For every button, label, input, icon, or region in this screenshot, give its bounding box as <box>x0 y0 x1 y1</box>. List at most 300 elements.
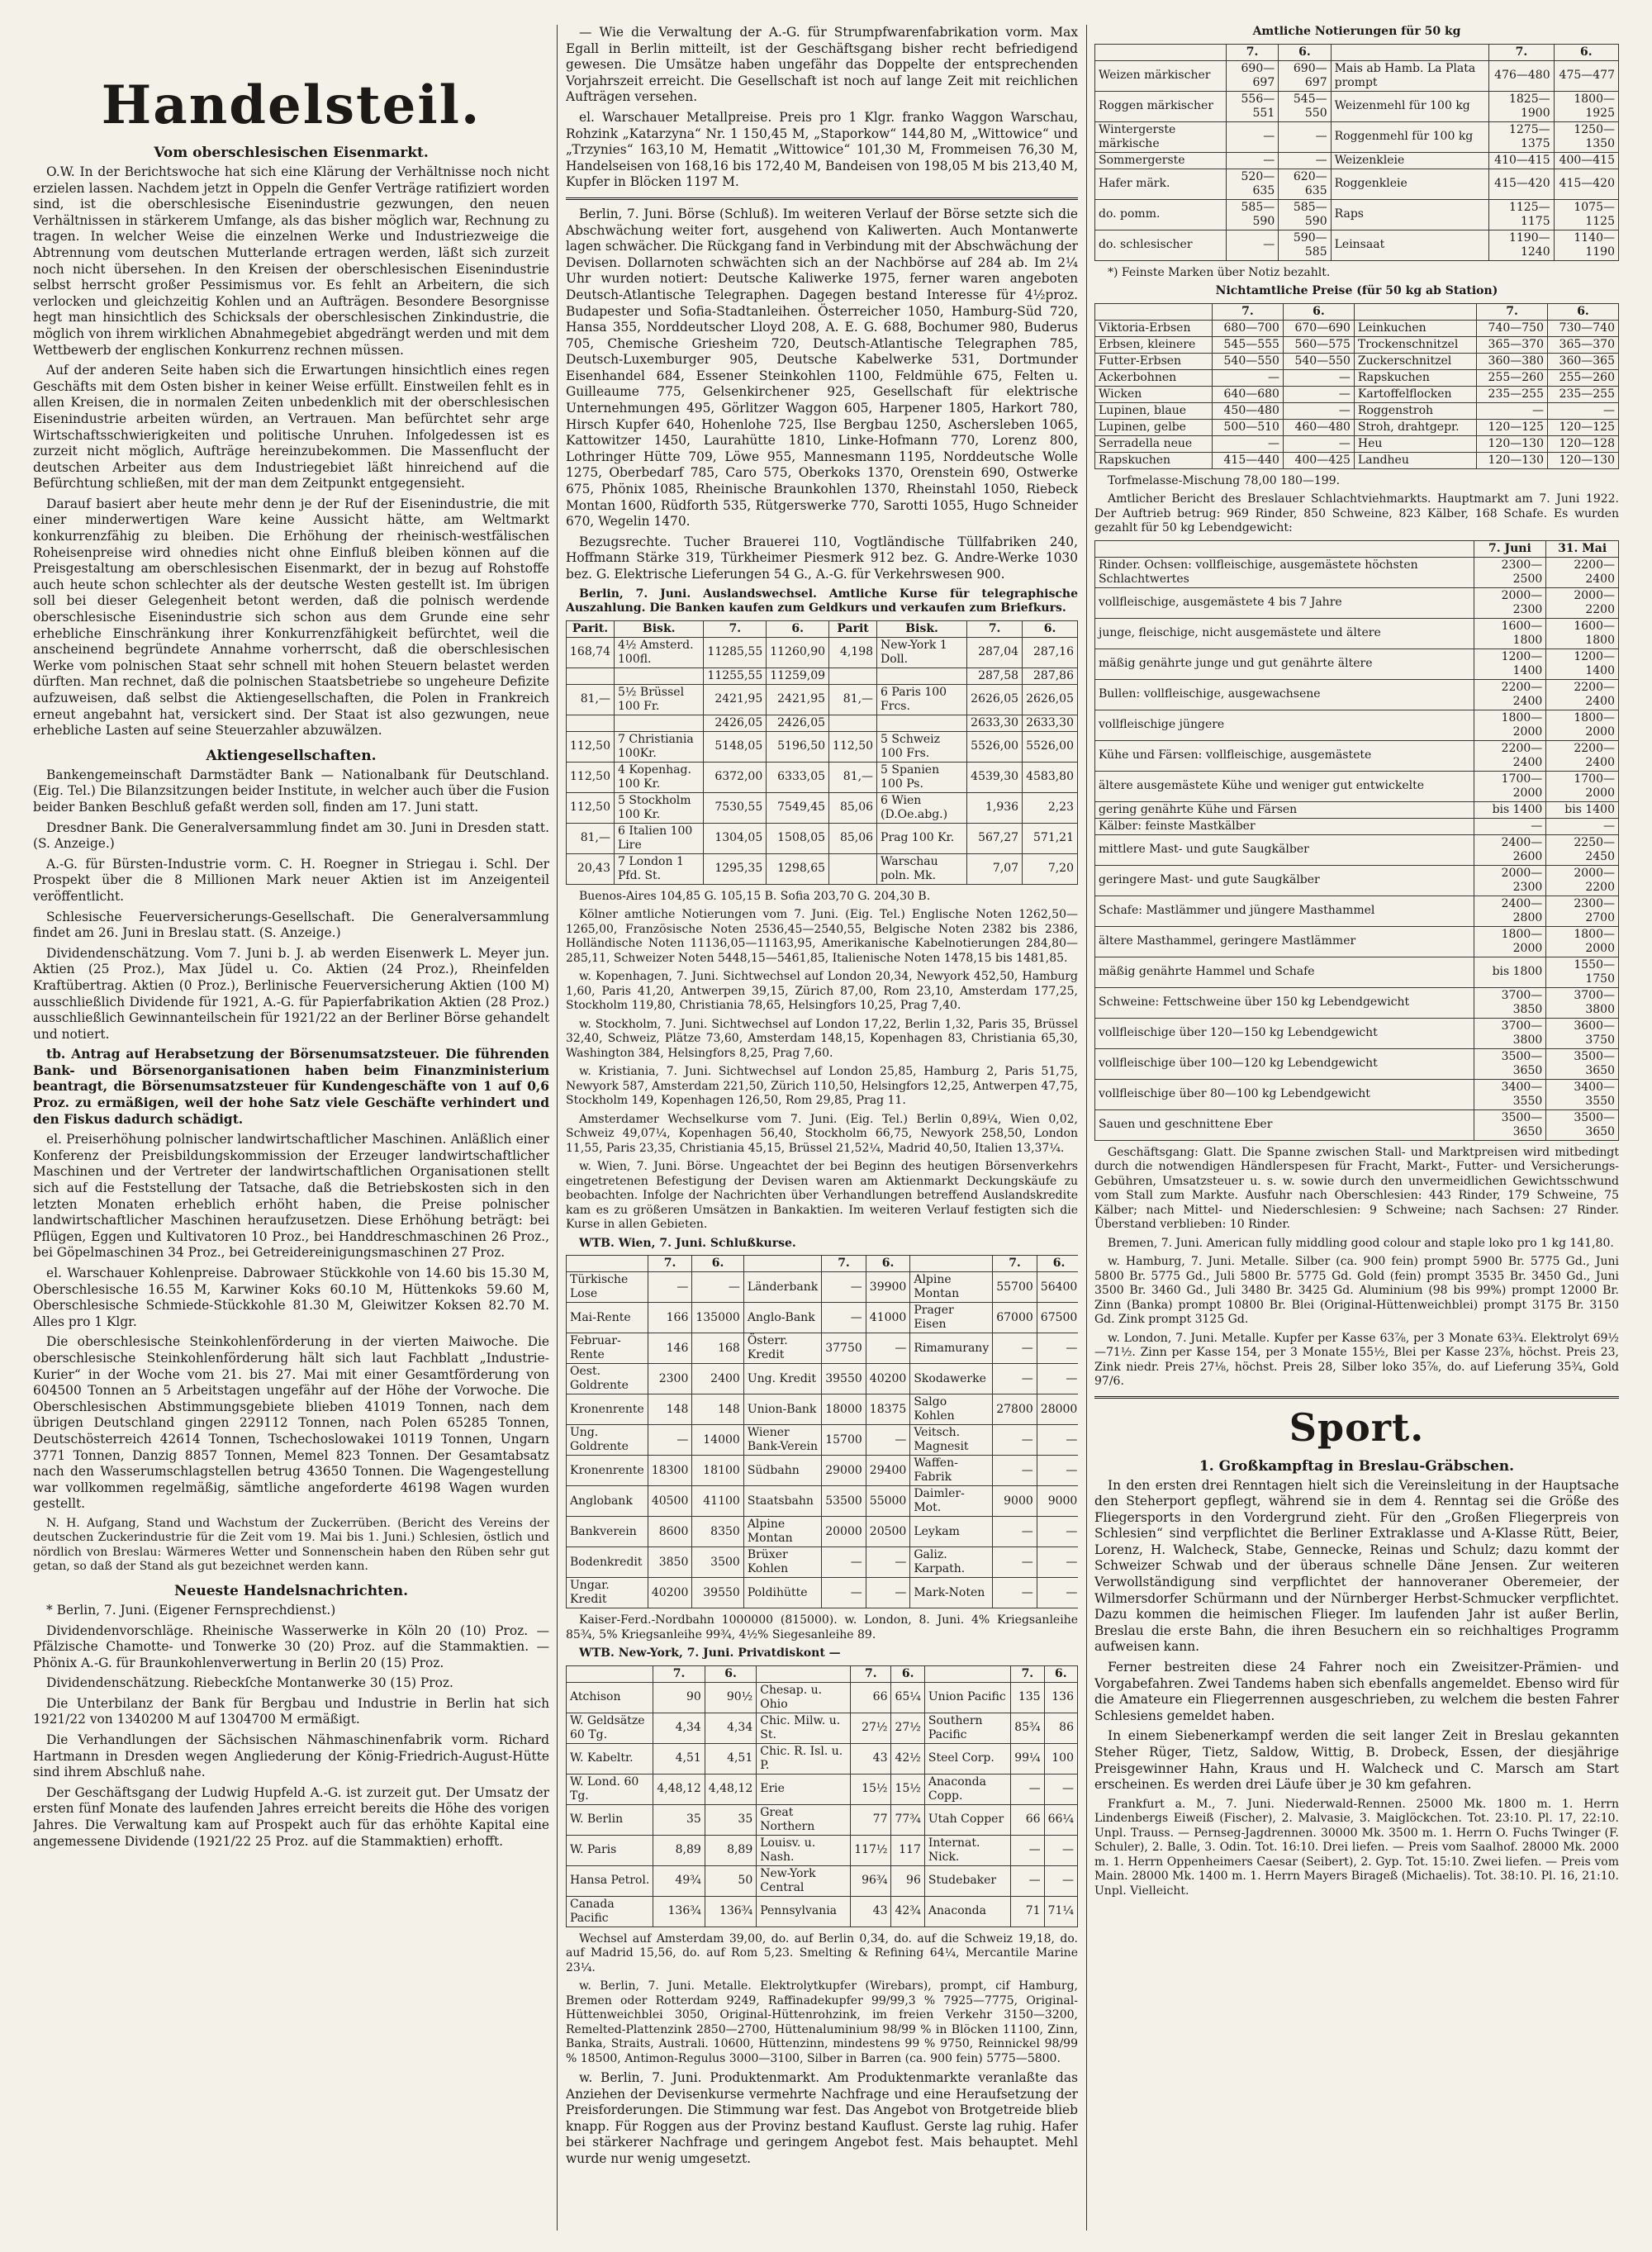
table-cell: — <box>1283 369 1354 386</box>
table-row <box>567 1272 1079 1303</box>
table-cell: 3700—3800 <box>1474 1018 1546 1048</box>
table-cell: 5 Stockholm 100 Kr. <box>615 792 704 823</box>
table-cell: 560—575 <box>1283 336 1354 353</box>
table-cell: 255—260 <box>1548 369 1619 386</box>
table-cell: 3500—3650 <box>1546 1109 1619 1140</box>
table-cell: 135 <box>1011 1682 1044 1713</box>
table-row <box>567 1364 1079 1394</box>
table-header-cell: 6. <box>866 1256 910 1272</box>
table-cell: 85,06 <box>829 823 877 853</box>
table-cell: 120—130 <box>1548 452 1619 468</box>
table-cell: Kronenrente <box>567 1456 648 1486</box>
table-cell: 1200—1400 <box>1546 649 1619 679</box>
table-cell: 500—510 <box>1212 419 1283 435</box>
table-cell: 135000 <box>692 1303 743 1333</box>
table-cell: 136¾ <box>653 1896 705 1927</box>
table-cell: 540—550 <box>1283 353 1354 369</box>
table-cell: 556—551 <box>1226 91 1278 121</box>
table-cell: 2400—2600 <box>1474 834 1546 865</box>
table-cell: 6 Italien 100 Lire <box>615 823 704 853</box>
table-cell: 4583,80 <box>1023 762 1078 792</box>
table-cell: 18100 <box>692 1456 743 1486</box>
table-cell: Veitsch. Magnesit <box>910 1425 993 1456</box>
paragraph: Kaiser-Ferd.-Nordbahn 1000000 (815000). w. London, 8. Juni. 4% Kriegsanleihe 85¾, 5% Kriegsanleihe 99¾, 4½% Siegesanleihe 89. <box>566 1613 1078 1641</box>
table-cell: 415—420 <box>1489 169 1554 199</box>
table-cell: 67000 <box>993 1303 1037 1333</box>
table-note: *) Feinste Marken über Notiz bezahlt. <box>1108 265 1331 279</box>
table-header-cell <box>924 1665 1010 1682</box>
table-cell: 1200—1400 <box>1474 649 1546 679</box>
table-cell: Weizenmehl für 100 kg <box>1331 91 1489 121</box>
table-cell: 81,— <box>567 684 615 715</box>
table-cell: 2200—2400 <box>1474 679 1546 710</box>
table-cell <box>567 668 615 684</box>
table-cell: 1800—2000 <box>1474 926 1546 957</box>
table-cell: — <box>1011 1865 1044 1896</box>
table-cell: — <box>1037 1425 1078 1456</box>
paragraph: w. Kristiania, 7. Juni. Sichtwechsel auf London 25,85, Hamburg 2, Paris 51,75, Newyork 587, Amsterdam 221,50, Zürich 110,50, Helsingfors 12,25, Antwerpen 47,75, Stockholm 149, Kopenhagen 126,50, Rom 29,85, Prag 11. <box>566 1065 1078 1108</box>
table-cell: Weizen märkischer <box>1095 60 1227 91</box>
table-cell: bis 1800 <box>1474 957 1546 987</box>
table-cell: Mais ab Hamb. La Plata prompt <box>1331 60 1489 91</box>
table-cell: 7530,55 <box>704 792 767 823</box>
table-cell: 690—697 <box>1279 60 1331 91</box>
table-cell: — <box>1546 818 1619 834</box>
table-cell: 66 <box>851 1682 891 1713</box>
table-cell: 112,50 <box>567 792 615 823</box>
table-cell: 287,04 <box>967 637 1023 668</box>
table-cell: 7549,45 <box>767 792 829 823</box>
table-cell: 117½ <box>851 1835 891 1865</box>
table-cell: 585—590 <box>1226 199 1278 230</box>
table-cell: 120—125 <box>1548 419 1619 435</box>
table-cell: W. Paris <box>567 1835 653 1865</box>
table-cell <box>615 668 704 684</box>
table-cell: Chic. Milw. u. St. <box>757 1713 851 1743</box>
table-row <box>567 1682 1078 1713</box>
table-cell: 2633,30 <box>967 715 1023 731</box>
table-cell: — <box>1044 1835 1077 1865</box>
table-cell: Salgo Kohlen <box>910 1394 993 1425</box>
table-cell: 2200—2400 <box>1546 679 1619 710</box>
table-row <box>1095 1018 1619 1048</box>
table-cell: 11285,55 <box>704 637 767 668</box>
table-cell: — <box>993 1456 1037 1486</box>
table-row <box>1095 369 1619 386</box>
paragraph: In den ersten drei Renntagen hielt sich die Vereinsleitung in der Hauptsache den Steherport gepflegt, während sie in dem 4. Renntag sei die Größe des Fliegersports in den Vordergrund zieht. Für den „Großen Fliegerpreis von Schlesien“ sind verpflichtet die Berliner Extraklasse und A-Klasse Rütt, Beier, Lorenz, H. Walcheck, Stabe, Gennecke, Reinas und Schulz; dazu kommt der Schweizer Schwab und der überaus schnelle Däne Jensen. Zur weiteren Verwollständigung sind verpflichtet der hannoveraner Oberemeier, der Wilmersdorfer Schürmann und der Nürnberger Herbst-Schmucker verpflichtet. Dazu kommen die heimischen Flieger. Im laufenden Jahr ist außer Berlin, Breslau die erste Bahn, die ihren Besuchern ein so reichhaltiges Programm aufweisen kann. <box>1094 1477 1619 1655</box>
table-row <box>1095 336 1619 353</box>
table-row <box>1095 353 1619 369</box>
table-cell: 1600—1800 <box>1474 618 1546 649</box>
table-cell: do. pomm. <box>1095 199 1227 230</box>
paragraph: O.W. In der Berichtswoche hat sich eine Klärung der Verhältnisse noch nicht erzielen lassen. Nachdem jetzt in Oppeln die Genfer Verträge ratifiziert worden sind, ist die oberschlesische Eisenindustrie gezwungen, den neuen Verhältnissen in stärkerem Umfange, als das bisher möglich war, Rechnung zu tragen. In welcher Weise die einzelnen Werke und Industriezweige die Abtrennung vom deutschen Mutterlande ertragen werden, läßt sich zurzeit noch nicht übersehen. In den Kreisen der oberschlesischen Eisenindustrie selbst herrscht großer Pessimismus vor. Es fehlt an Arbeitern, die sich verlocken und gleichzeitig Kohlen und an Aufträgen. Besondere Besorgnisse hegt man hinsichtlich des Schicksals der oberschlesischen Zinkindustrie, die möglich von ihrem wirklichen Abnahmegebiet abgedrängt werden und mit dem Wettbewerb der englischen Konkurrenz rechnen müssen. <box>33 164 549 358</box>
table-cell: 117 <box>891 1835 924 1865</box>
table-row <box>567 1456 1079 1486</box>
table-header-cell: 7. <box>1226 44 1278 60</box>
paragraph: Der Geschäftsgang der Ludwig Hupfeld A.-G. ist zurzeit gut. Der Umsatz der ersten fünf Monate des laufenden Jahres erreicht bereits die Höhe des vorigen Jahres. Die Verwaltung kam auf Prospekt auch für das erhöhte Kapital eine angemessene Dividende (1921/22 25 Proz. auf die Stammaktien) erhofft. <box>33 1784 549 1849</box>
table-cell: — <box>822 1303 866 1333</box>
table-row <box>1095 771 1619 801</box>
table-cell: 7 London 1 Pfd. St. <box>615 853 704 884</box>
table-row <box>567 1517 1079 1547</box>
paragraph: Dividendenschätzung. Vom 7. Juni b. J. ab werden Eisenwerk L. Meyer jun. Aktien (25 Proz.), Max Jüdel u. Co. Aktien (24 Proz.), Rheinfelden Kraftübertrag. Aktien (0 Proz.), Berlinische Feuerversicherung Aktien (100 M) ausschließlich Dividende für 1921, A.-G. für Papierfabrikation Aktien (28 Proz.) ausschließlich Gewinnanteilschein für 1921/22 an der Berliner Börse gehandelt und notiert. <box>33 945 549 1042</box>
table-cell: Utah Copper <box>924 1804 1010 1835</box>
table-cell: 148 <box>692 1394 743 1425</box>
table-row <box>1095 987 1619 1018</box>
table-cell: Oest. Goldrente <box>567 1364 648 1394</box>
table-cell: 1295,35 <box>704 853 767 884</box>
table-cell: 1250—1350 <box>1554 121 1618 152</box>
table-cell: Union-Bank <box>743 1394 821 1425</box>
table-header-cell: 6. <box>891 1665 924 1682</box>
table-row <box>567 1333 1079 1364</box>
table-cell: 15½ <box>891 1774 924 1804</box>
sport-section-title: Sport. <box>1289 1404 1425 1450</box>
paragraph: w. London, 7. Juni. Metalle. Kupfer per Kasse 63⅞, per 3 Monate 63¾. Elektrolyt 69½—71½. Zinn per Kasse 154, per 3 Monate 155½, Blei per Kasse 23⅞, höchst. Preis 23, Zink niedr. Preis 27⅛, höchst. Preis 28, Silber loko 35⅞, do. auf Lieferung 35¾, Gold 97/6. <box>1094 1331 1619 1388</box>
table-cell: 2300 <box>648 1364 692 1394</box>
table-cell: Louisv. u. Nash. <box>757 1835 851 1865</box>
table-cell: 360—380 <box>1477 353 1548 369</box>
table-cell: 2426,05 <box>704 715 767 731</box>
paragraph: Dresdner Bank. Die Generalversammlung findet am 30. Juni in Dresden statt. (S. Anzeige.) <box>33 820 549 852</box>
table-cell: Roggen märkischer <box>1095 91 1227 121</box>
table-cell: Prager Eisen <box>910 1303 993 1333</box>
table-cell: 1800—2000 <box>1546 926 1619 957</box>
table-row <box>1095 649 1619 679</box>
table-cell: — <box>822 1547 866 1578</box>
divider <box>566 197 1078 200</box>
table-cell: Bullen: vollfleischige, ausgewachsene <box>1095 679 1474 710</box>
table-cell: Alpine Montan <box>910 1272 993 1303</box>
table-cell: Daimler-Mot. <box>910 1486 993 1517</box>
divider <box>1094 1396 1619 1399</box>
table-cell: 112,50 <box>829 731 877 762</box>
table-row <box>567 1303 1079 1333</box>
paragraph: Bremen, 7. Juni. American fully middling good colour and staple loko pro 1 kg 141,80. <box>1108 1236 1614 1250</box>
table-cell: Leykam <box>910 1517 993 1547</box>
table-cell: 4½ Amsterd. 100fl. <box>615 637 704 668</box>
table-cell: New-York 1 Doll. <box>877 637 967 668</box>
table-header-row <box>567 1665 1078 1682</box>
table-cell: Staatsbahn <box>743 1486 821 1517</box>
table-header-cell: 7. <box>1477 303 1548 320</box>
table-cell: 1275—1375 <box>1489 121 1554 152</box>
table-cell: 11259,09 <box>767 668 829 684</box>
paragraph: — Wie die Verwaltung der A.-G. für Strumpfwarenfabrikation vorm. Max Egall in Berlin mitteilt, ist der Geschäftsgang bisher recht befriedigend gewesen. Die Umsätze haben ungefähr das Doppelte der entsprechenden Vorjahrszeit erreicht. Die Gesellschaft ist noch auf lange Zeit mit reichlichen Aufträgen versehen. <box>566 25 1078 105</box>
table-cell: 235—255 <box>1548 386 1619 402</box>
table-cell: 585—590 <box>1279 199 1331 230</box>
table-cell: Leinkuchen <box>1354 320 1476 336</box>
wien-table <box>566 1255 1078 1608</box>
table-row <box>567 1804 1078 1835</box>
table-header-cell <box>1095 303 1213 320</box>
table-header-cell: 6. <box>1283 303 1354 320</box>
table-row <box>567 1774 1078 1804</box>
table-cell: 2250—2450 <box>1546 834 1619 865</box>
table-cell: geringere Mast- und gute Saugkälber <box>1095 865 1474 896</box>
table-cell: 90 <box>653 1682 705 1713</box>
table-cell: — <box>648 1272 692 1303</box>
table-header-cell <box>910 1256 993 1272</box>
table-cell: 100 <box>1044 1743 1077 1774</box>
table-cell: 4,51 <box>653 1743 705 1774</box>
table-cell: 2000—2300 <box>1474 587 1546 618</box>
table-cell: 41000 <box>866 1303 910 1333</box>
paragraph: w. Stockholm, 7. Juni. Sichtwechsel auf London 17,22, Berlin 1,32, Paris 35, Brüssel 32,40, Schweiz, Plätze 73,60, Amsterdam 148,15, Kopenhagen 83, Christiania 65,30, Washington 384, Helsingfors 8,25, Prag 7,60. <box>566 1017 1078 1060</box>
table-cell: — <box>1283 435 1354 452</box>
table-cell: Rapskuchen <box>1354 369 1476 386</box>
table-row <box>567 1547 1079 1578</box>
table-row <box>1095 230 1619 260</box>
table-row <box>1095 121 1619 152</box>
table-cell: 28000 <box>1037 1394 1078 1425</box>
table-cell: Canada Pacific <box>567 1896 653 1927</box>
table-cell: 4,48,12 <box>705 1774 756 1804</box>
table-cell: 4,34 <box>653 1713 705 1743</box>
table-header-cell: 7. <box>1011 1665 1044 1682</box>
table-header-cell: Bisk. <box>877 620 967 637</box>
table-cell: 2200—2400 <box>1474 740 1546 771</box>
table-header-cell <box>743 1256 821 1272</box>
paragraph: Kölner amtliche Notierungen vom 7. Juni. (Eig. Tel.) Englische Noten 1262,50—1265,00, Französische Noten 2536,45—2540,55, Belgische Noten 2382 bis 2386, Holländische Noten 11136,05—11163,95, Amerikanische Kabelnotierungen 284,80—285,11, Schweizer Noten 5448,15—5461,85, Italienische Noten 1478,15 bis 1481,85. <box>566 908 1078 965</box>
table-cell: Roggenkleie <box>1331 169 1489 199</box>
table-cell: Heu <box>1354 435 1476 452</box>
table-cell: Lupinen, blaue <box>1095 402 1213 419</box>
paragraph: * Berlin, 7. Juni. (Eigener Fernsprechdienst.) <box>46 1602 336 1618</box>
table-cell: 85,06 <box>829 792 877 823</box>
table-cell: do. schlesischer <box>1095 230 1227 260</box>
table-row <box>1095 679 1619 710</box>
table-cell: 6372,00 <box>704 762 767 792</box>
feed-table <box>1094 303 1619 469</box>
cattle-table <box>1094 540 1619 1141</box>
table-cell: 40500 <box>648 1486 692 1517</box>
table-row <box>567 1486 1079 1517</box>
table-row <box>1095 710 1619 740</box>
table-row <box>1095 1079 1619 1109</box>
table-cell: Alpine Montan <box>743 1517 821 1547</box>
table-cell: Roggenstroh <box>1354 402 1476 419</box>
table-cell: 7,20 <box>1023 853 1078 884</box>
table-header-cell: 7. <box>851 1665 891 1682</box>
table-cell: 640—680 <box>1212 386 1283 402</box>
table-cell: — <box>1283 386 1354 402</box>
table-row <box>567 1425 1079 1456</box>
table-cell: 11260,90 <box>767 637 829 668</box>
table-cell: 20000 <box>822 1517 866 1547</box>
table-cell: — <box>1548 402 1619 419</box>
table-cell: 2400 <box>692 1364 743 1394</box>
table-cell: Prag 100 Kr. <box>877 823 967 853</box>
article-heading: 1. Großkampftag in Breslau-Gräbschen. <box>1199 1457 1515 1475</box>
table-cell: Brüxer Kohlen <box>743 1547 821 1578</box>
table-cell: 7,07 <box>967 853 1023 884</box>
table-cell: 5 Schweiz 100 Frs. <box>877 731 967 762</box>
table-cell: 18375 <box>866 1394 910 1425</box>
table-header-cell <box>1331 44 1489 60</box>
table-cell: 287,58 <box>967 668 1023 684</box>
table-cell: 27½ <box>851 1713 891 1743</box>
table-cell: 690—697 <box>1226 60 1278 91</box>
table-cell: 77 <box>851 1804 891 1835</box>
table-cell: 8600 <box>648 1517 692 1547</box>
table-cell: — <box>1037 1364 1078 1394</box>
paragraph: In einem Siebenerkampf werden die seit langer Zeit in Breslau gekannten Steher Rüger, Tietz, Saldow, Wittig, B. Drobeck, Essen, der diesjährige Preisgewinner Hahn, Kraus und H. Walcheck und C. Marsch am Start erscheinen. Es werden drei Läufe über je 30 km gefahren. <box>1094 1728 1619 1793</box>
table-cell: 66¼ <box>1044 1804 1077 1835</box>
table-title: WTB. Wien, 7. Juni. Schlußkurse. <box>579 1236 796 1250</box>
table-cell: bis 1400 <box>1546 801 1619 818</box>
paragraph: Bezugsrechte. Tucher Brauerei 110, Vogtländische Tüllfabriken 240, Hoffmann Stärke 319, Türkheimer Piesmerk 912 bez. G. Andre-Werke 1030 bez. G. Elektrische Lieferungen 54 G., A.-G. für Verkehrswesen 900. <box>566 534 1078 582</box>
table-cell: 14000 <box>692 1425 743 1456</box>
table-cell <box>615 715 704 731</box>
table-cell: Galiz. Karpath. <box>910 1547 993 1578</box>
table-header-row <box>1095 540 1619 557</box>
table-row <box>567 853 1078 884</box>
table-cell: — <box>866 1547 910 1578</box>
table-header-cell: 6. <box>692 1256 743 1272</box>
table-cell: — <box>822 1272 866 1303</box>
table-cell: 365—370 <box>1477 336 1548 353</box>
article-heading: Vom oberschlesischen Eisenmarkt. <box>154 145 429 161</box>
table-cell: 41100 <box>692 1486 743 1517</box>
paragraph: Die Verhandlungen der Sächsischen Nähmaschinenfabrik vorm. Richard Hartmann in Dresden wegen Angliederung der König-Friedrich-August-Hütte sind ihrem Abschluß nahe. <box>33 1732 549 1780</box>
table-cell: 567,27 <box>967 823 1023 853</box>
table-cell: — <box>993 1333 1037 1364</box>
table-cell: Ackerbohnen <box>1095 369 1213 386</box>
table-row <box>1095 1109 1619 1140</box>
table-cell: 5196,50 <box>767 731 829 762</box>
table-cell: 120—130 <box>1477 435 1548 452</box>
table-cell: Viktoria-Erbsen <box>1095 320 1213 336</box>
table-row <box>567 715 1078 731</box>
table-cell: — <box>1011 1835 1044 1865</box>
paragraph: w. Hamburg, 7. Juni. Metalle. Silber (ca. 900 fein) prompt 5900 Br. 5775 Gd., Juni 5800 Br. 5775 Gd., Juli 5800 Br. 5775 Gd. Gold (fein) prompt 3535 Br. 3450 Gd., Juni 3500 Br. 3460 Gd., Juli 3480 Br. 3425 Gd. Aluminium (98 bis 99%) prompt 12000 Br. Zinn (Banka) prompt 10800 Br. Blei (Original-Hüttenweichblei) prompt 3175 Br. 3150 Gd. Zink prompt 3125 Gd. <box>1094 1255 1619 1326</box>
column-2 <box>566 25 1078 2231</box>
table-cell: 66 <box>1011 1804 1044 1835</box>
table-cell: Internat. Nick. <box>924 1835 1010 1865</box>
table-cell: 40200 <box>866 1364 910 1394</box>
table-row <box>567 1896 1078 1927</box>
table-cell: 18300 <box>648 1456 692 1486</box>
paragraph: Schlesische Feuerversicherungs-Gesellschaft. Die Generalversammlung findet am 26. Juni in Breslau statt. (S. Anzeige.) <box>33 909 549 941</box>
table-cell: 360—365 <box>1548 353 1619 369</box>
paragraph: Bankengemeinschaft Darmstädter Bank — Nationalbank für Deutschland. (Eig. Tel.) Die Bilanzsitzungen beider Institute, in welcher auch über die Fusion beider Banken Beschluß gefaßt werden soll, finden am 17. Juni statt. <box>33 767 549 815</box>
table-cell: 2000—2200 <box>1546 587 1619 618</box>
table-cell: Great Northern <box>757 1804 851 1835</box>
table-row <box>1095 865 1619 896</box>
table-header-cell: 31. Mai <box>1546 540 1619 557</box>
table-cell: 5526,00 <box>967 731 1023 762</box>
article-heading: Neueste Handelsnachrichten. <box>173 1582 408 1599</box>
table-cell: 5 Spanien 100 Ps. <box>877 762 967 792</box>
table-cell: Länderbank <box>743 1272 821 1303</box>
table-row <box>1095 926 1619 957</box>
table-cell: 86 <box>1044 1713 1077 1743</box>
table-cell: 1,936 <box>967 792 1023 823</box>
table-row <box>567 1394 1079 1425</box>
table-row <box>1095 957 1619 987</box>
table-cell: — <box>1477 402 1548 419</box>
table-cell: Mai-Rente <box>567 1303 648 1333</box>
table-cell: 9000 <box>1037 1486 1078 1517</box>
table-cell: — <box>692 1272 743 1303</box>
table-cell: junge, fleischige, nicht ausgemästete und ältere <box>1095 618 1474 649</box>
table-header-row <box>567 1256 1079 1272</box>
table-header-row <box>1095 303 1619 320</box>
table-cell: 2421,95 <box>704 684 767 715</box>
table-cell <box>829 853 877 884</box>
table-cell: Wiener Bank-Verein <box>743 1425 821 1456</box>
column-rule <box>1086 25 1087 2231</box>
table-row <box>1095 452 1619 468</box>
paragraph: A.-G. für Bürsten-Industrie vorm. C. H. Roegner in Striegau i. Schl. Der Prospekt über die 8 Millionen Mark neuer Aktien ist im Anzeigenteil veröffentlicht. <box>33 856 549 904</box>
table-cell: 730—740 <box>1548 320 1619 336</box>
paragraph: Dividendenschätzung. Riebeckſche Montanwerke 30 (15) Proz. <box>46 1675 453 1691</box>
table-cell: 1190—1240 <box>1489 230 1554 260</box>
paragraph: Geschäftsgang: Glatt. Die Spanne zwischen Stall- und Marktpreisen wird mitbedingt durch die notwendigen Händlerspesen für Fracht, Markt-, Futter- und Versicherungs-Gebühren, Umsatzsteuer u. s. w. sowie durch den unvermeidlichen Gewichtsschwund vom Stall zum Markte. Ausfuhr nach Oberschlesien: 443 Rinder, 179 Schweine, 75 Kälber; nach Mittel- und Niederschlesien: 9 Schweine; nach Sachsen: 27 Rinder. Überstand verblieben: 10 Rinder. <box>1094 1145 1619 1231</box>
table-cell <box>877 715 967 731</box>
table-cell: 680—700 <box>1212 320 1283 336</box>
table-cell: 71 <box>1011 1896 1044 1927</box>
table-cell: Trockenschnitzel <box>1354 336 1476 353</box>
table-cell: Union Pacific <box>924 1682 1010 1713</box>
table-header-cell: 7. <box>653 1665 705 1682</box>
table-cell: — <box>866 1578 910 1608</box>
table-row <box>567 792 1078 823</box>
table-cell: — <box>1212 369 1283 386</box>
paragraph: Auf der anderen Seite haben sich die Erwartungen hinsichtlich eines regen Geschäfts mit dem Osten bisher in keiner Weise erfüllt. Einstweilen fehlt es in allen Kreisen, die in normalen Zeiten unbedenklich mit der oberschlesischen Eisenindustrie arbeiten würden, an Vertrauen. Man befürchtet sehr arge Wirtschaftsschwierigkeiten und politische Unruhen. Infolgedessen ist es zurzeit nicht möglich, Aufträge hereinzubekommen. Die Massenflucht der deutschen Arbeiter aus dem Industriegebiet läßt hinreichend auf die Befürchtung schließen, mit der man dem Zeitpunkt entgegensieht. <box>33 363 549 492</box>
paragraph: tb. Antrag auf Herabsetzung der Börsenumsatzsteuer. Die führenden Bank- und Börsenorganisationen haben beim Finanzministerium beantragt, die Börsenumsatzsteuer für Kundengeschäfte von 1 auf 0,6 Proz. zu ermäßigen, weil der hohe Satz viele Geschäfte verhindert und den Fiskus dadurch schädigt. <box>33 1047 549 1127</box>
section-masthead: Handelsteil. <box>101 74 482 136</box>
table-cell: 1075—1125 <box>1554 199 1618 230</box>
table-cell: Erbsen, kleinere <box>1095 336 1213 353</box>
table-row <box>567 668 1078 684</box>
table-cell: 1800—2000 <box>1474 710 1546 740</box>
table-cell: Zuckerschnitzel <box>1354 353 1476 369</box>
table-cell: — <box>993 1547 1037 1578</box>
article-heading: Aktiengesellschaften. <box>206 747 377 764</box>
table-cell: 55000 <box>866 1486 910 1517</box>
table-cell: 365—370 <box>1548 336 1619 353</box>
table-row <box>1095 818 1619 834</box>
table-cell: 1800—1925 <box>1554 91 1618 121</box>
table-cell <box>567 715 615 731</box>
table-cell: vollfleischige über 100—120 kg Lebendgewicht <box>1095 1048 1474 1079</box>
table-cell: 29400 <box>866 1456 910 1486</box>
table-cell: 90½ <box>705 1682 756 1713</box>
table-row <box>1095 152 1619 169</box>
table-row <box>1095 1048 1619 1079</box>
table-cell: 2400—2800 <box>1474 896 1546 926</box>
table-cell: 2626,05 <box>967 684 1023 715</box>
paragraph: w. Wien, 7. Juni. Börse. Ungeachtet der bei Beginn des heutigen Börsenverkehrs eingetretenen Befestigung der Devisen waren am Aktienmarkt Deckungskäufe zu beobachten. Infolge der Nachrichten über Verhandlungen betreffend Auslandskredite kam es zu größeren Umsätzen in Bankaktien. Im weiteren Verlauf festigten sich die Kurse in allen Gebieten. <box>566 1160 1078 1232</box>
table-cell: — <box>1037 1517 1078 1547</box>
table-cell: mäßig genährte Hammel und Schafe <box>1095 957 1474 987</box>
newspaper-page <box>33 25 1619 2231</box>
table-header-cell: 7. <box>1489 44 1554 60</box>
table-cell: — <box>1226 152 1278 169</box>
table-cell: 540—550 <box>1212 353 1283 369</box>
table-cell: 2626,05 <box>1023 684 1078 715</box>
table-cell: 3500—3650 <box>1546 1048 1619 1079</box>
table-cell: 136¾ <box>705 1896 756 1927</box>
paragraph: Berlin, 7. Juni. Börse (Schluß). Im weiteren Verlauf der Börse setzte sich die Abschwächung weiter fort, ausgehend von Kaliwerten. Auch Montanwerte lagen schwächer. Die Rückgang fand in Verbindung mit der Abschwächung der Devisen. Dollarnoten schwächten sich an der Nachbörse auf 284 ab. Im 2¼ Uhr wurden notiert: Deutsche Kaliwerke 1975, ferner waren angeboten Deutsch-Atlantische Telegraphen. Dagegen bestand Interesse für 4½proz. Budapester und Sofia-Stadtanleihen. Österreicher 1050, Hamburg-Süd 720, Hansa 355, Norddeutscher Lloyd 208, A. E. G. 688, Bochumer 980, Buderus 705, Chemische Griesheim 720, Deutsch-Atlantische Telegraphen 785, Deutsch-Luxemburger 905, Deutsche Kabelwerke 531, Dortmunder Eisenhandel 684, Essener Steinkohlen 1100, Feldmühle 675, Felten u. Guilleaume 775, Gelsenkirchener 925, Gesellschaft für elektrische Unternehmungen 495, Görlitzer Waggon 605, Harpener 1805, Harkort 780, Hirsch Kupfer 640, Hohenlohe 725, Ilse Bergbau 1250, Aschersleben 1065, Kattowitzer 1450, Laurahütte 1810, Linke-Hofmann 770, Lorenz 800, Lothringer Hütte 709, Löwe 955, Mannesmann 1195, Norddeutsche Wolle 1275, Oberbedarf 785, Caro 575, Oberkoks 1370, Orenstein 690, Ostwerke 675, Phönix 1085, Rheinische Braunkohlen 1370, Rheinstahl 1050, Riebeck Montan 1600, Rüdforth 535, Rütgerswerke 770, Sarotti 1055, Hugo Schneider 670, Wegelin 1470. <box>566 206 1078 530</box>
table-cell: 168,74 <box>567 637 615 668</box>
table-header-cell <box>1095 540 1474 557</box>
table-cell: 39550 <box>822 1364 866 1394</box>
table-cell: 99¼ <box>1011 1743 1044 1774</box>
table-cell: 9000 <box>993 1486 1037 1517</box>
